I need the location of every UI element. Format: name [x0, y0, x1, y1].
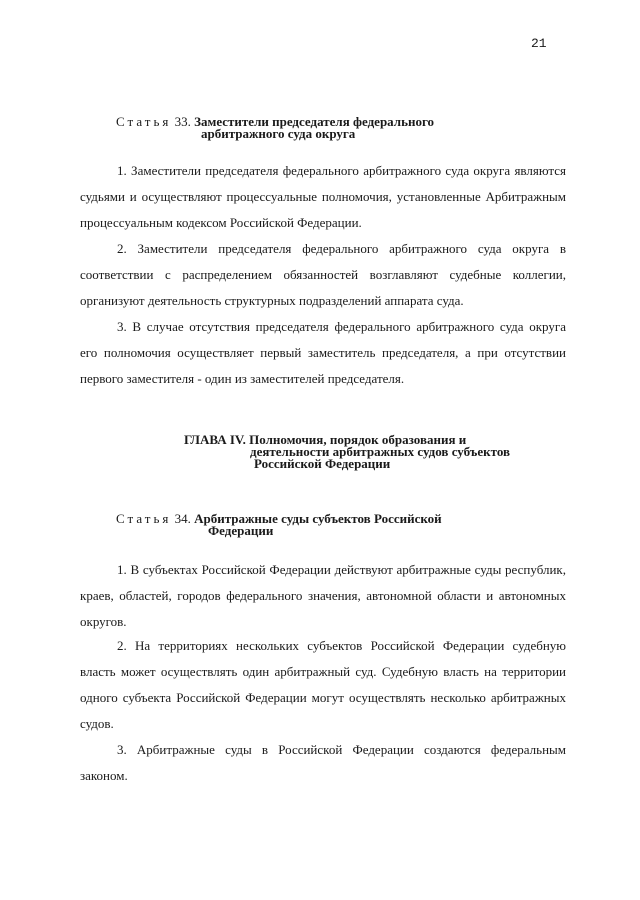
article-number: 33.: [174, 114, 191, 129]
article-34-paragraph-1: 1. В субъектах Российской Федерации действуют арбитражные суды республик, краев, областей, городов федерального значения, автономной области и автономных округов.: [80, 562, 566, 629]
chapter-title-line-2: деятельности арбитражных судов субъектов: [250, 444, 511, 459]
article-prefix: Статья: [116, 511, 172, 526]
article-title-continued: арбитражного суда округа: [201, 126, 356, 141]
article-33-paragraph-3: 3. В случае отсутствия председателя федерального арбитражного суда округа его полномочия осуществляет первый заместитель председателя, а при отсутствии первого заместителя - один из заместителей председателя.: [80, 319, 566, 386]
chapter-title-line-1: ГЛАВА IV. Полномочия, порядок образования и: [184, 432, 467, 447]
chapter-title-line-3: Российской Федерации: [254, 456, 391, 471]
article-title-continued: Федерации: [208, 523, 274, 538]
article-34-paragraph-2: 2. На территориях нескольких субъектов Российской Федерации судебную власть может осуществлять один арбитражный суд. Судебную власть на территории одного субъекта Российской Федерации могут осуществлять несколько арбитражных судов.: [80, 638, 566, 731]
page-number: 21: [531, 36, 547, 51]
article-title: Арбитражные суды субъектов Российской: [194, 511, 442, 526]
article-34-heading: [116, 511, 442, 538]
article-number: 34.: [174, 511, 191, 526]
chapter-heading: [184, 432, 511, 471]
article-prefix: Статья: [116, 114, 172, 129]
article-33-paragraph-1: 1. Заместители председателя федерального арбитражного суда округа являются судьями и осуществляют процессуальные полномочия, установленные Арбитражным процессуальным кодексом Российской Федерации.: [80, 163, 566, 230]
article-34-paragraph-3: 3. Арбитражные суды в Российской Федерации создаются федеральным законом.: [80, 742, 566, 783]
article-33-heading: [116, 114, 435, 141]
article-33-paragraph-2: 2. Заместители председателя федерального арбитражного суда округа в соответствии с распределением обязанностей возглавляют судебные коллегии, организуют деятельность структурных подразделений аппарата суда.: [80, 241, 566, 308]
article-title: Заместители председателя федерального: [194, 114, 435, 129]
